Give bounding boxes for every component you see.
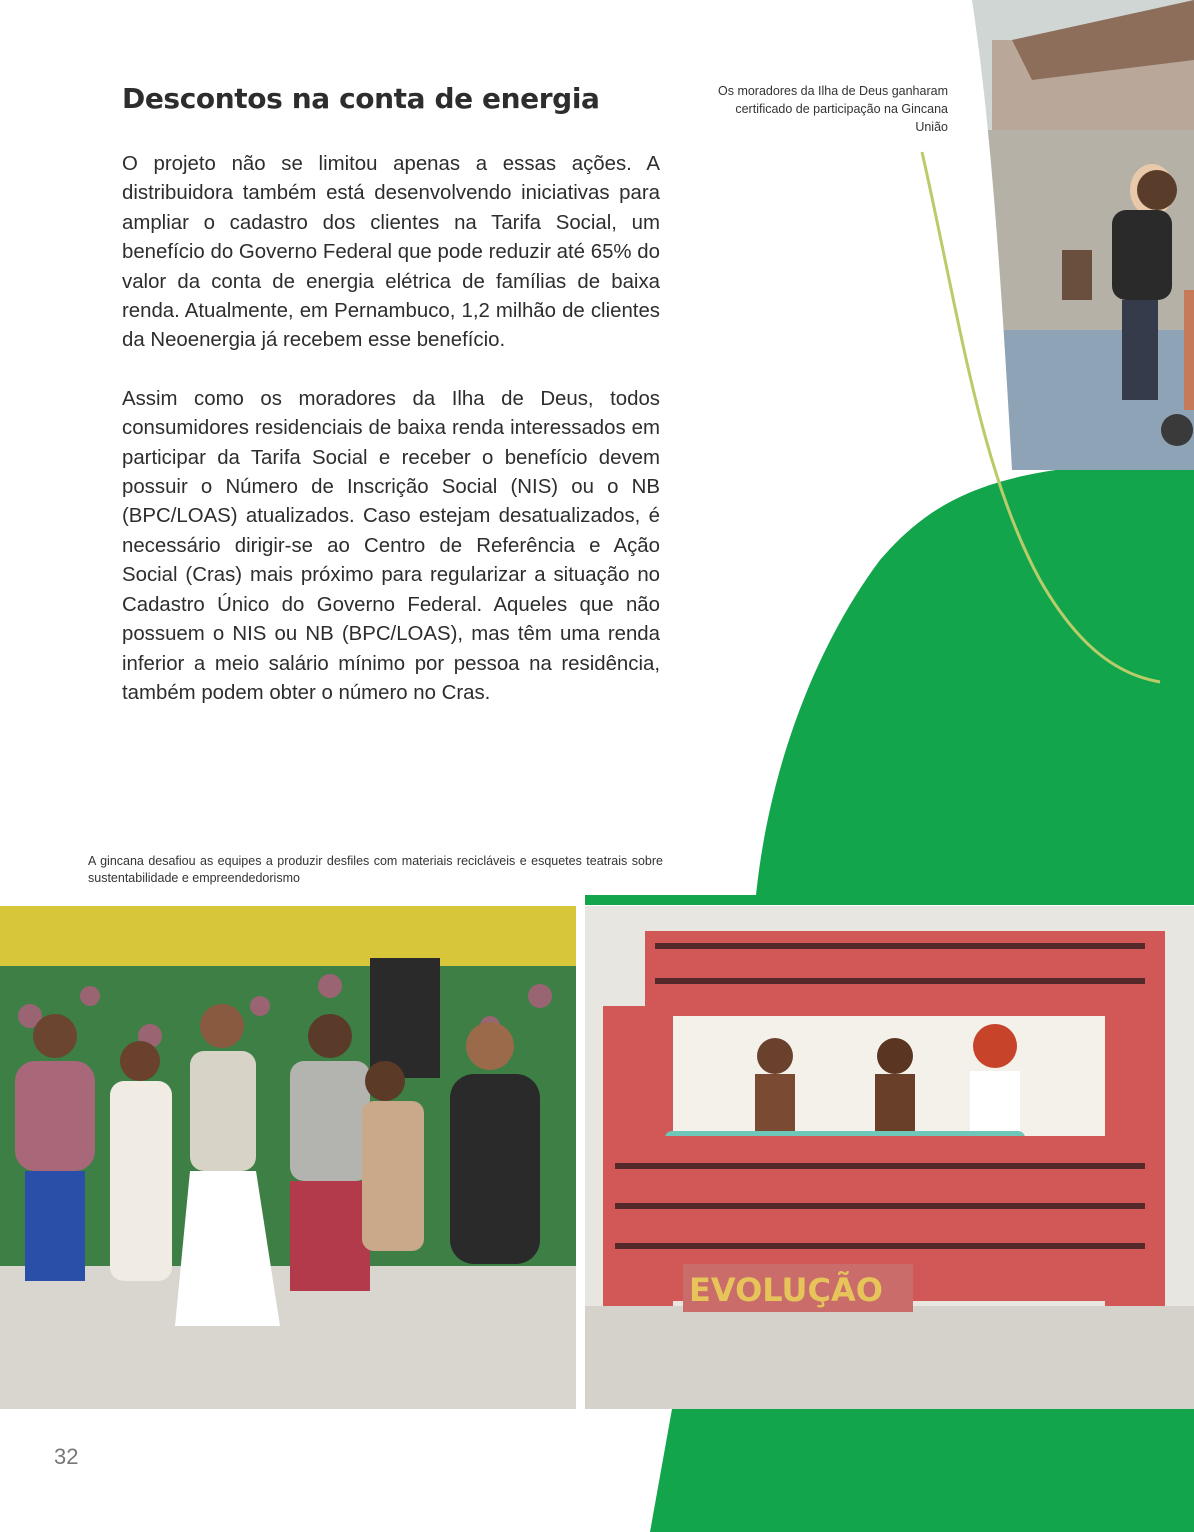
- photo-caption-top: Os moradores da Ilha de Deus ganharam certificado de participação na Gincana União: [718, 84, 948, 134]
- photo-theatre-sketch: [585, 906, 1194, 1409]
- page-number: 32: [54, 1444, 79, 1469]
- photo-recycled-fashion-show: [0, 906, 576, 1409]
- banner-text: EVOLUÇÃO: [689, 1271, 883, 1309]
- section-heading: Descontos na conta de energia: [122, 82, 600, 115]
- photo-caption-bottom: A gincana desafiou as equipes a produzir desfiles com materiais recicláveis e esquetes teatrais sobre sustentabilidade e empreendedorismo: [88, 854, 663, 885]
- article-body: [122, 150, 660, 737]
- paragraph: O projeto não se limitou apenas a essas ações. A distribuidora também está desenvolvendo iniciativas para ampliar o cadastro dos clientes na Tarifa Social, um benefício do Governo Federal que pode reduzir até 65% do valor da conta de energia elétrica de famílias de baixa renda. Atualmente, em Pernambuco, 1,2 milhão de clientes da Neoenergia já recebem esse benefício.: [122, 153, 660, 352]
- paragraph: Assim como os moradores da Ilha de Deus, todos consumidores residenciais de baixa renda interessados em participar da Tarifa Social e receber o benefício devem possuir o Número de Inscrição Social (NIS) ou o NB (BPC/LOAS) atualizados. Caso estejam desatualizados, é necessário dirigir-se ao Centro de Referência e Ação Social (Cras) mais próximo para regularizar a situação no Cadastro Único do Governo Federal. Aqueles que não possuem o NIS ou NB (BPC/LOAS), mas têm uma renda inferior a meio salário mínimo por pessoa na residência, também podem obter o número no Cras.: [122, 387, 660, 704]
